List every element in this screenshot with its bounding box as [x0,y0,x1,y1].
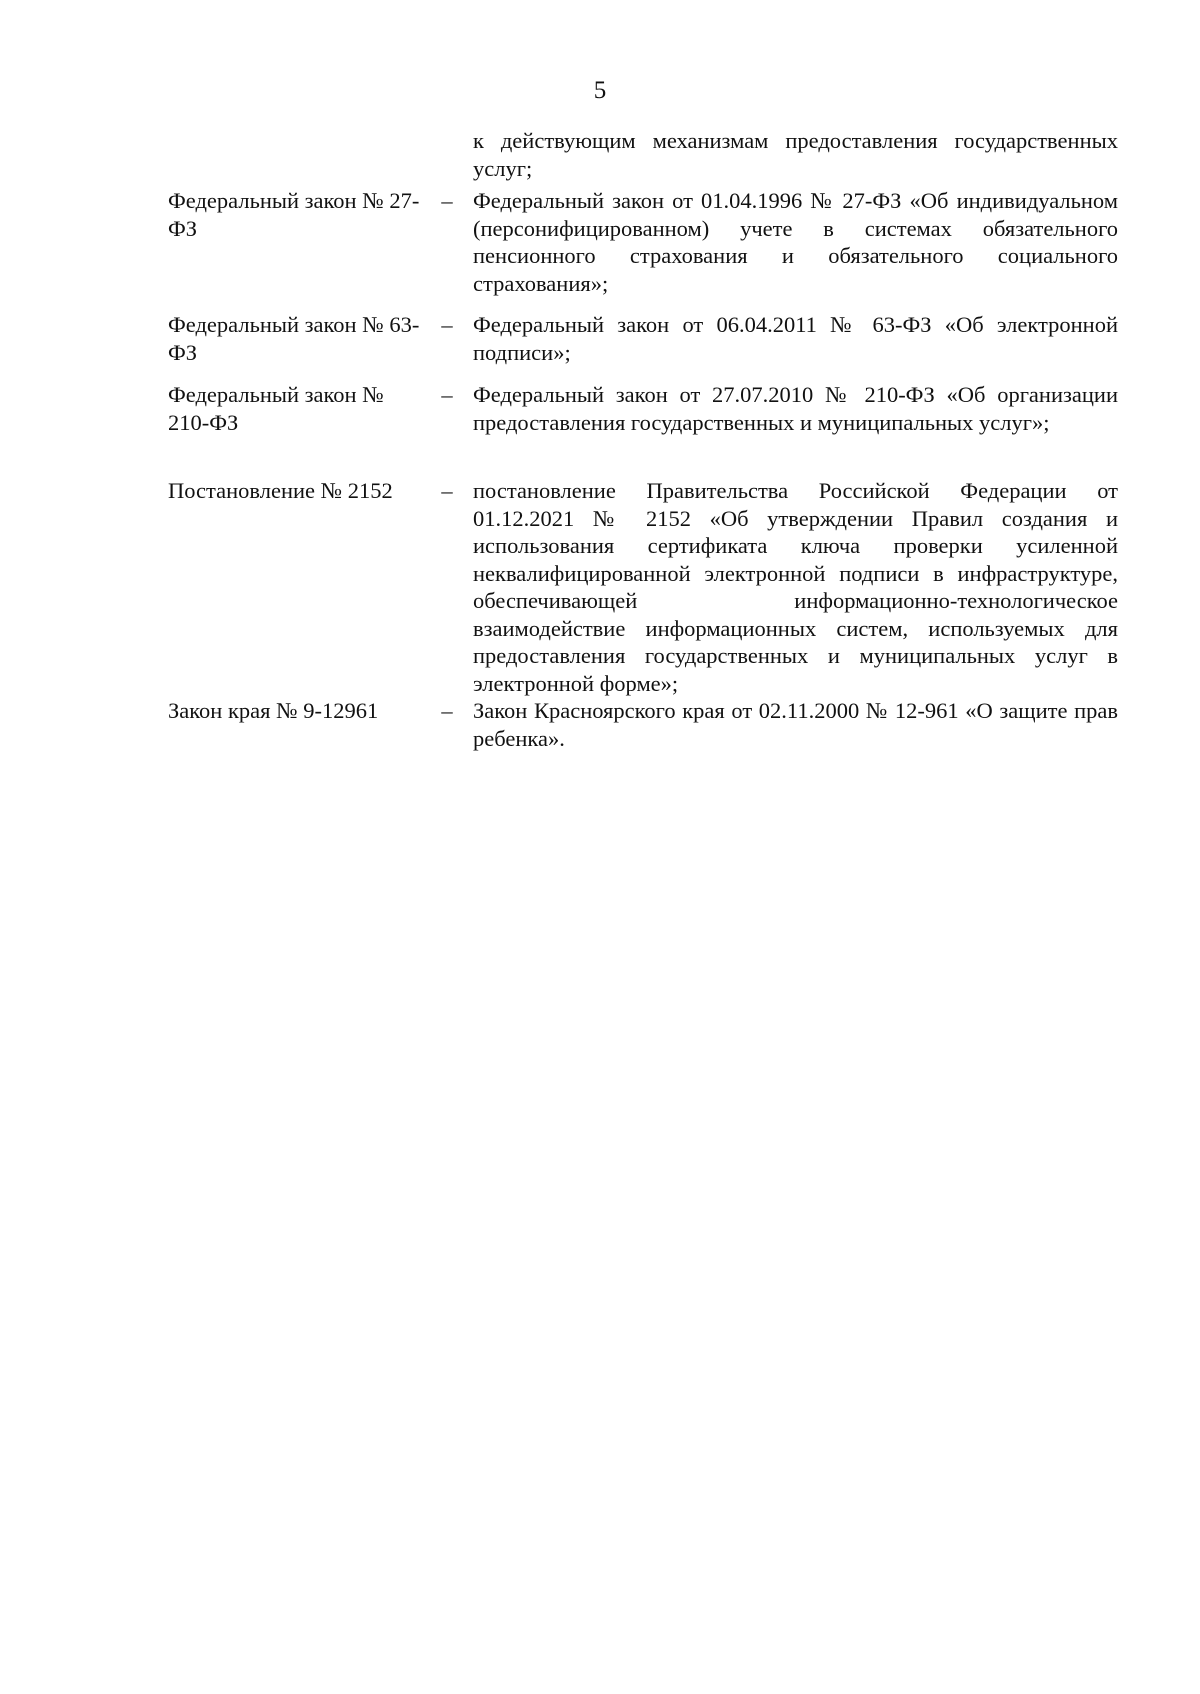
definition-term: Федеральный закон № 63-ФЗ [168,312,420,365]
page-number: 5 [593,77,607,104]
definition-dash: – [441,382,453,407]
definition-term: Постановление № 2152 [168,478,393,503]
continuation-text: к действующим механизмам предоставления государственных услуг; [473,128,1118,181]
definition-dash: – [441,188,453,213]
definition-dash: – [441,698,453,723]
definition-dash: – [441,312,453,337]
definition-text: Федеральный закон от 06.04.2011 № 63-ФЗ «Об электронной подписи»; [473,312,1118,365]
definition-term: Закон края № 9-12961 [168,698,379,723]
definition-text: Федеральный закон от 27.07.2010 № 210-ФЗ «Об организации предоставления государственных и муниципальных услуг»; [473,382,1118,435]
definition-term: Федеральный закон № 27-ФЗ [168,188,420,241]
definition-text: Закон Красноярского края от 02.11.2000 № 12-961 «О защите прав ребенка». [473,698,1118,751]
definition-text: постановление Правительства Российской Федерации от 01.12.2021 № 2152 «Об утверждении Правил создания и использования сертификата ключа проверки усиленной неквалифицированной электронной подписи в инфраструктуре, обеспечивающей информационно-технологическое взаимодействие информационных систем, используемых для предоставления государственных и муниципальных услуг в электронной форме»; [473,478,1118,696]
definition-text: Федеральный закон от 01.04.1996 № 27-ФЗ «Об индивидуальном (персонифицированном) учете в системах обязательного пенсионного страхования и обязательного социального страхования»; [473,188,1118,296]
definition-dash: – [441,478,453,503]
definition-term: Федеральный закон № 210-ФЗ [168,382,384,435]
